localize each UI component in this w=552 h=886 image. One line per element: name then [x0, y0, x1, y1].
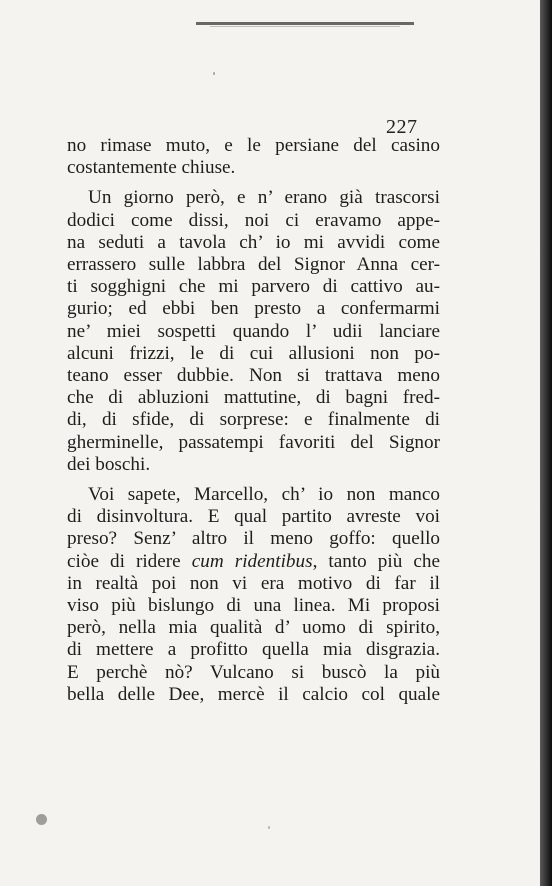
page-number: 227 [386, 116, 418, 138]
text-line: na seduti a tavola ch’ io mi avvidi come [67, 231, 440, 253]
text-line: teano esser dubbie. Non si trattava meno [67, 365, 440, 387]
text-line: errassero sulle labbra del Signor Anna cer- [67, 254, 440, 276]
text-line: E perchè nò? Vulcano si buscò la più [67, 661, 440, 683]
text-line: preso? Senz’ altro il meno goffo: quello [67, 528, 440, 550]
text-line: bella delle Dee, mercè il calcio col quale [67, 683, 440, 705]
text-line: gherminelle, passatempi favoriti del Signor [67, 431, 440, 453]
ink-speck [213, 72, 215, 75]
text-line [67, 551, 440, 573]
text-line: però, nella mia qualità d’ uomo di spirito, [67, 617, 440, 639]
text-line: in realtà poi non vi era motivo di far il [67, 572, 440, 594]
text-line: costantemente chiuse. [67, 157, 236, 179]
header-rule [196, 22, 414, 25]
binding-edge [540, 0, 552, 886]
text-segment: , tanto più che [312, 550, 440, 572]
latin-phrase: cum ridentibus [191, 550, 313, 572]
header-rule-shadow [210, 26, 400, 27]
text-line: dei boschi. [67, 453, 151, 475]
text-line: ti sogghigni che mi parvero di cattivo au- [67, 276, 440, 298]
text-segment: ciòe di ridere [67, 550, 192, 572]
text-line: ne’ miei sospetti quando l’ udii lanciare [67, 320, 440, 342]
text-line: viso più bislungo di una linea. Mi proposi [67, 595, 440, 617]
paragraph-gap [67, 179, 440, 187]
text-line: di mettere a profitto quella mia disgrazia. [67, 639, 440, 661]
ink-speck [268, 826, 270, 829]
text-line: alcuni frizzi, le di cui allusioni non po- [67, 342, 440, 364]
text-line: di, di sfide, di sorprese: e finalmente di [67, 409, 440, 431]
body-text [67, 135, 440, 706]
paragraph-gap [67, 476, 440, 484]
ink-speck [36, 814, 47, 825]
text-line: che di abluzioni mattutine, di bagni fred- [67, 387, 440, 409]
text-line: no rimase muto, e le persiane del casino [67, 135, 440, 156]
text-line: di disinvoltura. E qual partito avreste voi [67, 506, 440, 528]
text-line: dodici come dissi, noi ci eravamo appe- [67, 209, 440, 231]
text-line: Un giorno però, e n’ erano già trascorsi [88, 187, 440, 209]
text-line: gurio; ed ebbi ben presto a confermarmi [67, 298, 440, 320]
text-line: Voi sapete, Marcello, ch’ io non manco [88, 484, 440, 506]
